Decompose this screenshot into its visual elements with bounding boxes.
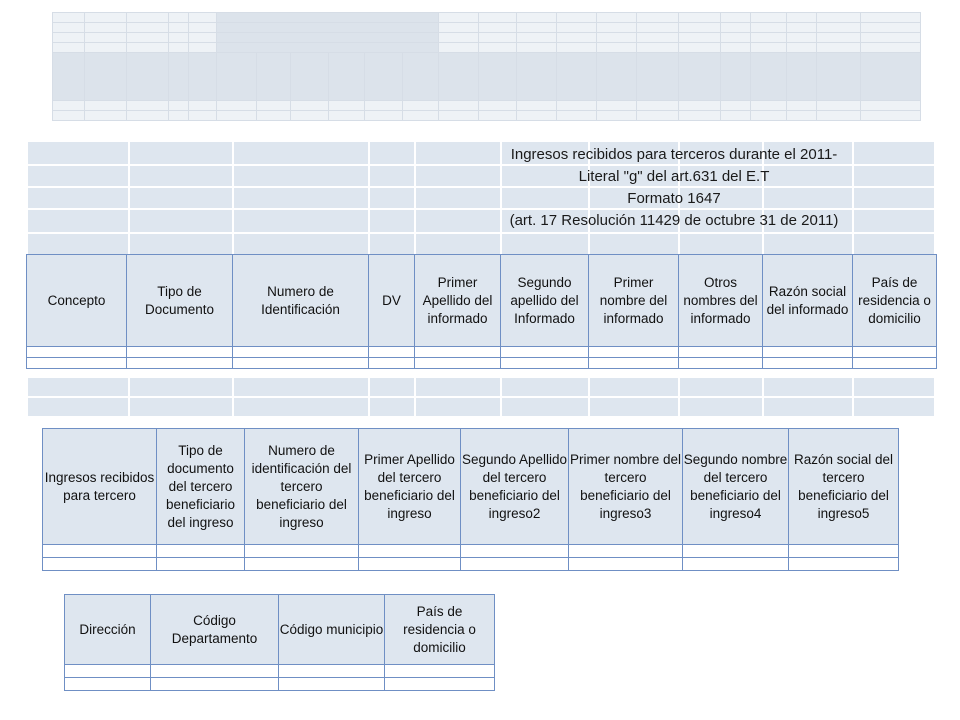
cell[interactable]	[43, 558, 157, 571]
cell[interactable]	[763, 347, 853, 358]
header-dv: DV	[369, 255, 415, 347]
title-line-2: Literal "g" del art.631 del E.T	[578, 168, 770, 185]
header-numero-identificacion: Numero de Identificación	[233, 255, 369, 347]
header-segundo-nombre-tercero: Segundo nombre del tercero beneficiario del ingreso4	[683, 429, 789, 545]
header-numero-identificacion-tercero: Numero de identificación del tercero beneficiario del ingreso	[245, 429, 359, 545]
header-primer-nombre: Primer nombre del informado	[589, 255, 679, 347]
cell[interactable]	[385, 665, 495, 678]
cell[interactable]	[679, 358, 763, 369]
header-primer-nombre-tercero: Primer nombre del tercero beneficiario del ingreso3	[569, 429, 683, 545]
cell[interactable]	[415, 358, 501, 369]
cell[interactable]	[589, 358, 679, 369]
direccion-table	[64, 594, 495, 691]
header-concepto: Concepto	[27, 255, 127, 347]
title-line-3: Formato 1647	[627, 190, 721, 207]
cell[interactable]	[65, 665, 151, 678]
thumbnail-grid	[52, 12, 921, 121]
cell[interactable]	[27, 347, 127, 358]
cell[interactable]	[789, 545, 899, 558]
cell[interactable]	[245, 545, 359, 558]
header-primer-apellido-tercero: Primer Apellido del tercero beneficiario del ingreso	[359, 429, 461, 545]
header-segundo-apellido-tercero: Segundo Apellido del tercero beneficiario del ingreso2	[461, 429, 569, 545]
beneficiario-table	[42, 428, 899, 571]
cell[interactable]	[157, 558, 245, 571]
cell[interactable]	[65, 678, 151, 691]
cell[interactable]	[233, 358, 369, 369]
table-row	[43, 558, 899, 571]
cell[interactable]	[385, 678, 495, 691]
table-row	[43, 545, 899, 558]
header-direccion: Dirección	[65, 595, 151, 665]
table-row	[27, 347, 937, 358]
header-tipo-documento: Tipo de Documento	[127, 255, 233, 347]
cell[interactable]	[853, 347, 937, 358]
header-otros-nombres: Otros nombres del informado	[679, 255, 763, 347]
table-row	[65, 665, 495, 678]
cell[interactable]	[43, 545, 157, 558]
cell[interactable]	[683, 545, 789, 558]
header-codigo-municipio: Código municipio	[279, 595, 385, 665]
cell[interactable]	[151, 665, 279, 678]
header-razon-social-tercero: Razón social del tercero beneficiario del ingreso5	[789, 429, 899, 545]
cell[interactable]	[569, 545, 683, 558]
title-line-4: (art. 17 Resolución 11429 de octubre 31 de 2011)	[509, 212, 839, 229]
title-line-1: Ingresos recibidos para terceros durante el 2011-	[510, 146, 838, 163]
cell[interactable]	[569, 558, 683, 571]
spreadsheet-thumbnail	[52, 12, 914, 120]
cell[interactable]	[589, 347, 679, 358]
cell[interactable]	[853, 358, 937, 369]
cell[interactable]	[369, 347, 415, 358]
cell[interactable]	[461, 558, 569, 571]
cell[interactable]	[763, 358, 853, 369]
header-razon-social: Razón social del informado	[763, 255, 853, 347]
informado-table	[26, 254, 937, 369]
header-pais-residencia-domicilio: País de residencia o domicilio	[385, 595, 495, 665]
table-row	[27, 358, 937, 369]
cell[interactable]	[157, 545, 245, 558]
header-ingresos-recibidos: Ingresos recibidos para tercero	[43, 429, 157, 545]
cell[interactable]	[415, 347, 501, 358]
header-pais-residencia: País de residencia o domicilio	[853, 255, 937, 347]
cell[interactable]	[151, 678, 279, 691]
cell[interactable]	[683, 558, 789, 571]
cell[interactable]	[245, 558, 359, 571]
form-title	[414, 144, 934, 232]
cell[interactable]	[501, 347, 589, 358]
cell[interactable]	[789, 558, 899, 571]
header-segundo-apellido: Segundo apellido del Informado	[501, 255, 589, 347]
cell[interactable]	[501, 358, 589, 369]
cell[interactable]	[359, 545, 461, 558]
cell[interactable]	[359, 558, 461, 571]
header-codigo-departamento: Código Departamento	[151, 595, 279, 665]
table-row	[65, 678, 495, 691]
cell[interactable]	[461, 545, 569, 558]
spacer-background-grid	[26, 376, 936, 418]
header-tipo-documento-tercero: Tipo de documento del tercero beneficiario del ingreso	[157, 429, 245, 545]
cell[interactable]	[279, 678, 385, 691]
header-primer-apellido: Primer Apellido del informado	[415, 255, 501, 347]
cell[interactable]	[369, 358, 415, 369]
cell[interactable]	[127, 358, 233, 369]
cell[interactable]	[679, 347, 763, 358]
cell[interactable]	[27, 358, 127, 369]
cell[interactable]	[127, 347, 233, 358]
cell[interactable]	[233, 347, 369, 358]
cell[interactable]	[279, 665, 385, 678]
